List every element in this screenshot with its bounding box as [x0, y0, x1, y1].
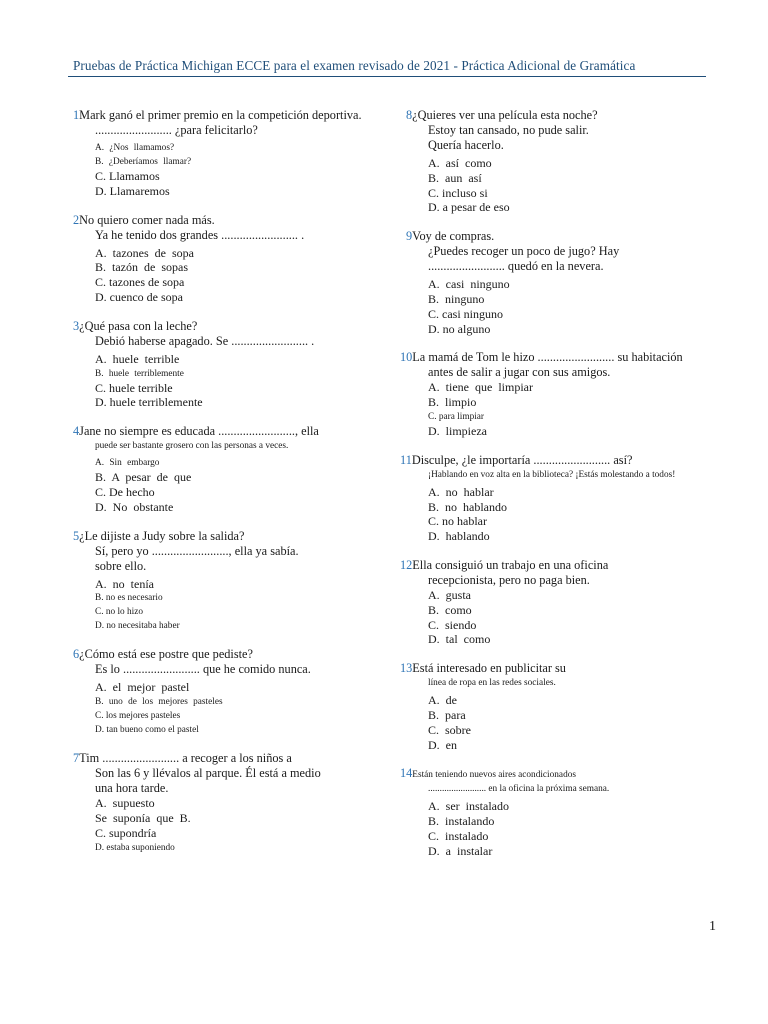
- option-a[interactable]: A. el mejor pastel: [95, 680, 190, 695]
- question-number: 12: [400, 557, 413, 572]
- answer-options: [400, 588, 730, 647]
- question-stem-line: Ya he tenido dos grandes ......................... .: [95, 227, 305, 242]
- question-stem: ¿Quieres ver una película esta noche?: [412, 108, 598, 122]
- question-stem-line: ......................... quedó en la nevera.: [428, 259, 604, 274]
- question-number: 9: [406, 229, 413, 244]
- question-8: [400, 108, 730, 215]
- option-a[interactable]: A. ser instalado: [428, 799, 509, 814]
- question-stem-line: Debió haberse apagado. Se ......................... .: [95, 333, 315, 348]
- option-d[interactable]: D. estaba suponiendo: [95, 842, 175, 853]
- question-number: 14: [400, 766, 413, 781]
- option-a[interactable]: A. supuesto: [95, 796, 155, 811]
- question-stem-line: puede ser bastante grosero con las personas a veces.: [95, 441, 289, 452]
- option-a[interactable]: A. no tenía: [95, 576, 154, 591]
- question-4: [73, 424, 393, 514]
- option-b[interactable]: B. tazón de sopas: [95, 260, 188, 275]
- question-stem: Tim ......................... a recoger a los niños a: [79, 751, 292, 766]
- option-c[interactable]: C. instalado: [428, 828, 489, 843]
- option-c[interactable]: C. De hecho: [95, 484, 155, 499]
- option-d[interactable]: D. limpieza: [428, 423, 487, 438]
- question-7: [73, 751, 393, 854]
- option-a[interactable]: A. de: [428, 693, 457, 708]
- question-number: 5: [73, 528, 80, 543]
- option-a[interactable]: A. casi ninguno: [428, 277, 510, 292]
- page-number: 1: [709, 919, 716, 934]
- option-a[interactable]: A. gusta: [428, 587, 471, 602]
- option-d[interactable]: D. en: [428, 737, 457, 752]
- question-stem-line: Estoy tan cansado, no pude salir.: [428, 123, 589, 137]
- option-c[interactable]: C. casi ninguno: [428, 306, 503, 321]
- option-b[interactable]: B. uno de los mejores pasteles: [95, 697, 223, 708]
- option-a[interactable]: A. así como: [428, 156, 492, 170]
- answer-options: [73, 352, 393, 410]
- question-stem: Mark ganó el primer premio en la competición deportiva.: [79, 108, 362, 122]
- question-stem: Jane no siempre es educada ........................., ella: [79, 424, 319, 439]
- option-b[interactable]: B. como: [428, 602, 472, 617]
- question-10: [400, 350, 730, 438]
- question-stem-line: línea de ropa en las redes sociales.: [428, 678, 556, 689]
- answer-options: [400, 380, 730, 438]
- option-a[interactable]: A. no hablar: [428, 484, 494, 499]
- option-d[interactable]: D. No obstante: [95, 499, 174, 514]
- option-d[interactable]: D. a instalar: [428, 843, 493, 858]
- option-a[interactable]: A. tiene que limpiar: [428, 380, 533, 395]
- header-divider: [68, 76, 706, 77]
- answer-options: [73, 577, 393, 634]
- question-stem-line: sobre ello.: [95, 558, 147, 573]
- question-6: [73, 647, 393, 737]
- answer-options: [406, 156, 730, 215]
- option-a[interactable]: A. tazones de sopa: [95, 245, 194, 260]
- question-2: [73, 213, 393, 305]
- question-14: [400, 766, 730, 858]
- question-stem-line: Quería hacerlo.: [428, 138, 504, 152]
- option-b[interactable]: B. limpio: [428, 395, 477, 410]
- question-stem: La mamá de Tom le hizo ......................... su habitación: [412, 350, 683, 365]
- question-11: [400, 453, 730, 544]
- question-stem: No quiero comer nada más.: [79, 212, 215, 227]
- option-d[interactable]: D. no alguno: [428, 321, 491, 336]
- question-stem-line: ......................... ¿para felicitarlo?: [95, 123, 258, 137]
- option-d[interactable]: D. hablando: [428, 529, 490, 544]
- question-number: 3: [73, 318, 80, 333]
- question-stem-line: ¡Hablando en voz alta en la biblioteca? ¡Estás molestando a todos!: [428, 469, 676, 480]
- question-stem-line: ......................... en la oficina la próxima semana.: [428, 784, 610, 795]
- question-number: 11: [400, 452, 412, 467]
- answer-options: [73, 456, 393, 514]
- option-c[interactable]: C. siendo: [428, 617, 477, 632]
- answer-options: [400, 485, 730, 544]
- answer-options: [406, 277, 730, 336]
- option-b[interactable]: B. no hablando: [428, 499, 507, 514]
- question-number: 8: [406, 108, 413, 122]
- option-a[interactable]: A. Sin embargo: [95, 458, 160, 469]
- question-number: 10: [400, 350, 413, 365]
- option-c[interactable]: C. Llamamos: [95, 169, 160, 183]
- question-3: [73, 319, 393, 410]
- option-c[interactable]: C. tazones de sopa: [95, 275, 185, 290]
- question-stem: Están teniendo nuevos aires acondicionados: [412, 770, 576, 781]
- question-stem-line: recepcionista, pero no paga bien.: [428, 572, 590, 587]
- question-1: [73, 108, 393, 199]
- question-stem-line: Son las 6 y llévalos al parque. Él está a medio: [95, 766, 321, 781]
- option-b[interactable]: B. aun así: [428, 170, 482, 185]
- option-d[interactable]: D. Llamaremos: [95, 183, 170, 198]
- question-stem-line: Sí, pero yo ........................., ella ya sabía.: [95, 543, 299, 558]
- question-number: 4: [73, 424, 80, 439]
- page-header-title: Pruebas de Práctica Michigan ECCE para el examen revisado de 2021 - Práctica Adicional de Gramática: [73, 58, 636, 73]
- left-column: [73, 108, 393, 855]
- option-b[interactable]: B. huele terriblemente: [95, 368, 184, 379]
- option-b[interactable]: B. A pesar de que: [95, 470, 192, 485]
- option-a[interactable]: A. ¿Nos llamamos?: [95, 143, 175, 153]
- question-13: [400, 661, 730, 752]
- question-number: 13: [400, 661, 413, 676]
- option-d[interactable]: D. huele terriblemente: [95, 395, 203, 410]
- option-d[interactable]: D. a pesar de eso: [428, 200, 510, 215]
- question-stem: Disculpe, ¿le importaría ......................... así?: [411, 452, 633, 467]
- option-c[interactable]: C. los mejores pasteles: [95, 711, 181, 722]
- option-d[interactable]: D. no necesitaba haber: [95, 621, 180, 632]
- option-c[interactable]: C. para limpiar: [428, 411, 485, 422]
- option-b[interactable]: B. ninguno: [428, 291, 485, 306]
- option-c[interactable]: C. supondría: [95, 825, 157, 840]
- option-b[interactable]: B. ¿Deberíamos llamar?: [95, 157, 192, 167]
- option-b[interactable]: B. no es necesario: [95, 593, 163, 604]
- option-c[interactable]: C. huele terrible: [95, 380, 173, 395]
- question-number: 2: [73, 212, 80, 227]
- option-d[interactable]: D. tan bueno como el pastel: [95, 725, 199, 736]
- question-12: [400, 558, 730, 647]
- answer-options: [400, 693, 730, 752]
- question-number: 1: [73, 108, 80, 122]
- option-text[interactable]: Se suponía que B.: [95, 810, 191, 825]
- question-stem: ¿Qué pasa con la leche?: [79, 318, 198, 333]
- right-column: [400, 108, 730, 859]
- question-9: [400, 229, 730, 336]
- question-stem: Ella consiguió un trabajo en una oficina: [412, 557, 609, 572]
- question-stem: ¿Cómo está ese postre que pediste?: [79, 647, 253, 662]
- option-a[interactable]: A. huele terrible: [95, 351, 180, 366]
- question-stem-line: antes de salir a jugar con sus amigos.: [428, 365, 611, 380]
- question-stem: Está interesado en publicitar su: [412, 661, 566, 676]
- question-number: 6: [73, 647, 80, 662]
- question-stem: Voy de compras.: [412, 229, 495, 244]
- answer-options: [73, 796, 393, 854]
- question-stem-line: una hora tarde.: [95, 781, 169, 796]
- option-c[interactable]: C. incluso si: [428, 185, 488, 200]
- option-c[interactable]: C. no hablar: [428, 514, 487, 529]
- question-stem-line: Es lo ......................... que he comido nunca.: [95, 662, 311, 677]
- question-number: 7: [73, 751, 80, 766]
- question-stem: ¿Le dijiste a Judy sobre la salida?: [79, 528, 245, 543]
- option-d[interactable]: D. tal como: [428, 632, 491, 647]
- option-b[interactable]: B. instalando: [428, 814, 495, 829]
- option-c[interactable]: C. sobre: [428, 722, 471, 737]
- option-b[interactable]: B. para: [428, 707, 466, 722]
- question-5: [73, 529, 393, 634]
- answer-options: [73, 246, 393, 305]
- option-c[interactable]: C. no lo hizo: [95, 607, 144, 618]
- answer-options: [400, 799, 730, 858]
- option-d[interactable]: D. cuenco de sopa: [95, 289, 183, 304]
- answer-options: [73, 141, 393, 199]
- answer-options: [73, 680, 393, 737]
- question-stem-line: ¿Puedes recoger un poco de jugo? Hay: [428, 244, 620, 259]
